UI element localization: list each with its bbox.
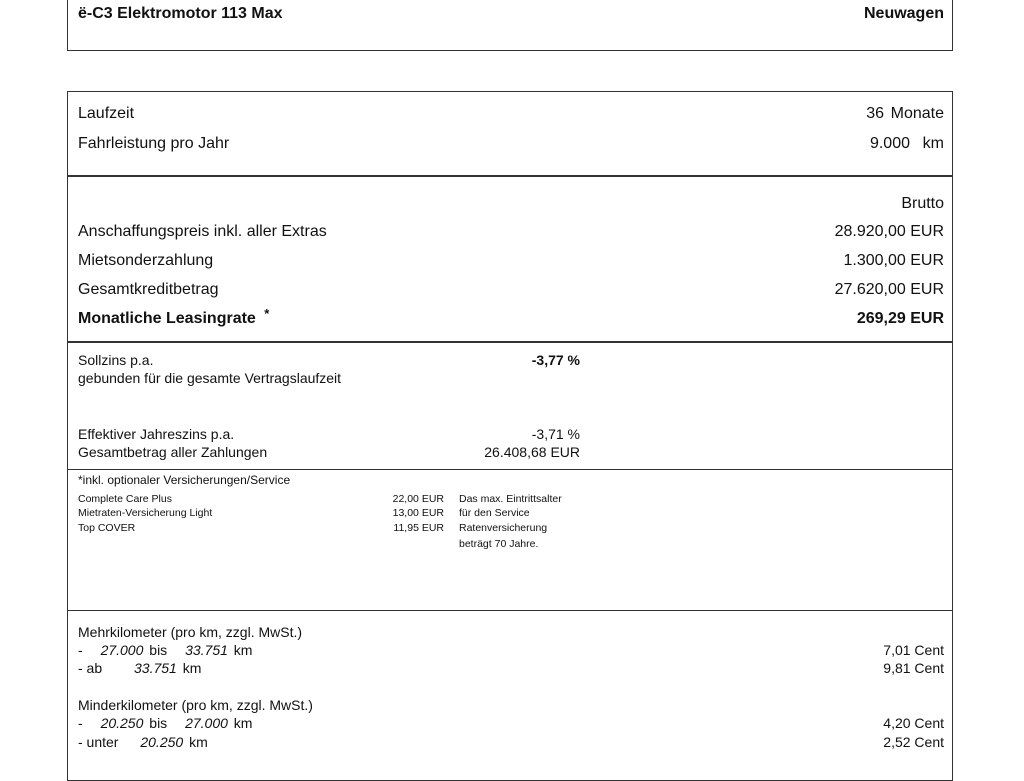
gesamtkreditbetrag-value: 27.620,00 EUR bbox=[834, 281, 944, 298]
anschaffungspreis-label: Anschaffungspreis inkl. aller Extras bbox=[78, 223, 327, 240]
laufzeit-value: 36 bbox=[866, 105, 884, 122]
mehrkilometer-row: - ab 33.751 km bbox=[78, 660, 202, 676]
insurance-note-line: Ratenversicherung bbox=[459, 522, 548, 534]
gesamtkreditbetrag-label: Gesamtkreditbetrag bbox=[78, 281, 219, 298]
mietsonderzahlung-value: 1.300,00 EUR bbox=[843, 252, 944, 269]
mehrkilometer-value: 9,81 Cent bbox=[883, 660, 944, 676]
monthly-rate-value: 269,29 EUR bbox=[856, 310, 944, 327]
insurance-title: *inkl. optionaler Versicherungen/Service bbox=[78, 473, 291, 487]
minderkilometer-row: - unter 20.250 km bbox=[78, 734, 208, 750]
insurance-note-line: Das max. Eintrittsalter bbox=[459, 493, 562, 505]
sollzins-sub: gebunden für die gesamte Vertragslaufzeit bbox=[78, 370, 342, 386]
monthly-rate-label: Monatliche Leasingrate * bbox=[78, 306, 270, 327]
gesamtbetrag-label: Gesamtbetrag aller Zahlungen bbox=[78, 444, 268, 460]
fahrleistung-label: Fahrleistung pro Jahr bbox=[78, 135, 230, 152]
fahrleistung-value: 9.000 bbox=[869, 135, 910, 152]
minderkilometer-value: 4,20 Cent bbox=[883, 715, 944, 731]
brutto-header: Brutto bbox=[901, 195, 944, 212]
insurance-item-price: 11,95 EUR bbox=[393, 522, 444, 534]
mehrkilometer-row: - 27.000 bis 33.751 km bbox=[78, 642, 253, 658]
gesamtbetrag-value: 26.408,68 EUR bbox=[484, 444, 580, 460]
laufzeit-label: Laufzeit bbox=[78, 105, 135, 122]
insurance-note-line: beträgt 70 Jahre. bbox=[459, 538, 539, 550]
anschaffungspreis-value: 28.920,00 EUR bbox=[834, 223, 944, 240]
insurance-item-name: Mietraten-Versicherung Light bbox=[78, 507, 213, 519]
insurance-item-price: 13,00 EUR bbox=[392, 507, 444, 519]
minderkilometer-value: 2,52 Cent bbox=[883, 734, 944, 750]
mehrkilometer-title: Mehrkilometer (pro km, zzgl. MwSt.) bbox=[78, 624, 303, 640]
laufzeit-unit: Monate bbox=[890, 105, 944, 122]
mehrkilometer-value: 7,01 Cent bbox=[883, 642, 944, 658]
effektiv-value: -3,71 % bbox=[531, 426, 580, 442]
insurance-item-price: 22,00 EUR bbox=[392, 493, 444, 505]
vehicle-header bbox=[67, 0, 953, 51]
insurance-note-line: für den Service bbox=[459, 507, 530, 519]
divider bbox=[68, 469, 952, 470]
divider bbox=[68, 175, 952, 177]
divider bbox=[68, 610, 952, 611]
minderkilometer-row: - 20.250 bis 27.000 km bbox=[78, 715, 253, 731]
sollzins-value: -3,77 % bbox=[531, 352, 580, 368]
footnote-marker: * bbox=[264, 306, 270, 321]
vehicle-condition: Neuwagen bbox=[863, 5, 944, 22]
fahrleistung-unit: km bbox=[922, 135, 944, 152]
mietsonderzahlung-label: Mietsonderzahlung bbox=[78, 252, 214, 269]
minderkilometer-title: Minderkilometer (pro km, zzgl. MwSt.) bbox=[78, 697, 313, 713]
divider bbox=[68, 341, 952, 343]
leasing-offer bbox=[67, 91, 953, 781]
insurance-item-name: Top COVER bbox=[78, 522, 136, 534]
insurance-item-name: Complete Care Plus bbox=[78, 493, 172, 505]
vehicle-model: ë-C3 Elektromotor 113 Max bbox=[78, 5, 283, 22]
sollzins-label: Sollzins p.a. bbox=[78, 352, 154, 368]
effektiv-label: Effektiver Jahreszins p.a. bbox=[78, 426, 235, 442]
